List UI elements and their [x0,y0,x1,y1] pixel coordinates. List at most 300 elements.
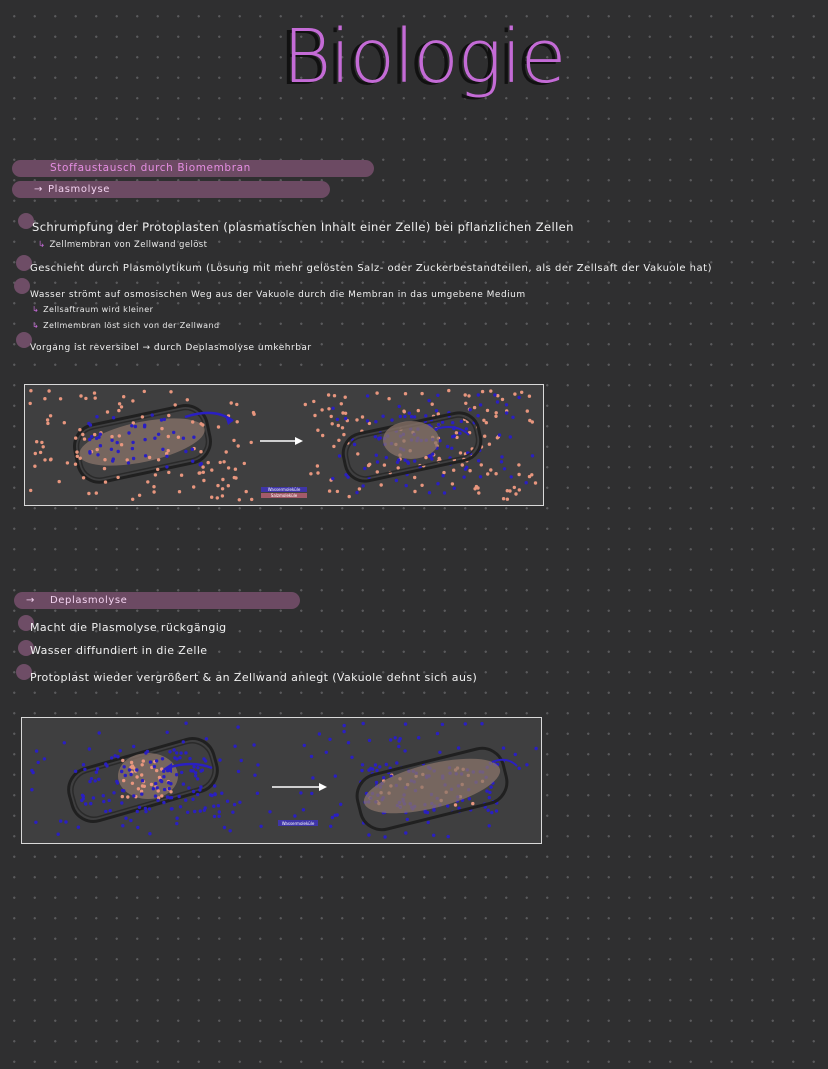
water-molecule [334,774,337,777]
salt-molecule [250,498,253,501]
salt-molecule [142,759,145,762]
salt-molecule [403,410,406,413]
water-molecule [477,459,480,462]
salt-molecule [336,490,339,493]
salt-molecule [431,403,434,406]
water-molecule [505,403,508,406]
salt-molecule [122,395,125,398]
water-molecule [182,782,185,785]
water-molecule [500,460,503,463]
salt-molecule [358,487,361,490]
water-molecule [96,453,99,456]
water-molecule [218,758,221,761]
water-molecule [43,757,46,760]
sub-line: ↳ Zellmembran löst sich von der Zellwand [32,321,220,330]
water-molecule [256,763,259,766]
water-molecule [511,416,514,419]
water-molecule [218,810,221,813]
water-molecule [443,491,446,494]
water-molecule [160,418,163,421]
water-molecule [231,811,234,814]
arrow-right-icon: → [34,184,43,195]
water-molecule [375,781,378,784]
water-molecule [406,818,409,821]
salt-molecule [454,803,457,806]
salt-molecule [120,443,123,446]
salt-molecule [250,441,253,444]
salt-molecule [221,494,224,497]
salt-molecule [121,795,124,798]
salt-molecule [480,463,483,466]
water-molecule [148,807,151,810]
water-molecule [361,763,364,766]
water-molecule [138,806,141,809]
water-molecule [131,441,134,444]
water-molecule [490,811,493,814]
water-molecule [148,832,151,835]
salt-molecule [104,480,107,483]
salt-molecule [309,472,312,475]
salt-molecule [413,490,416,493]
water-molecule [196,777,199,780]
water-molecule [121,824,124,827]
salt-molecule [331,422,334,425]
water-molecule [153,765,156,768]
water-molecule [460,420,463,423]
water-molecule [149,760,152,763]
water-molecule [331,407,334,410]
water-molecule [217,815,220,818]
salt-molecule [116,476,119,479]
water-molecule [193,810,196,813]
salt-molecule [387,397,390,400]
water-molecule [383,835,386,838]
salt-molecule [471,802,474,805]
salt-molecule [361,415,364,418]
salt-molecule [43,397,46,400]
salt-molecule [135,775,138,778]
water-molecule [338,454,341,457]
page-title: Biologie [282,14,566,100]
water-molecule [163,788,166,791]
salt-molecule [506,489,509,492]
salt-molecule [333,394,336,397]
salt-molecule [304,403,307,406]
water-molecule [464,722,467,725]
water-molecule [31,771,34,774]
salt-molecule [157,458,160,461]
water-molecule [233,745,236,748]
salt-molecule [237,444,240,447]
water-molecule [172,431,175,434]
salt-molecule [502,497,505,500]
water-molecule [136,826,139,829]
water-molecule [191,448,194,451]
water-molecule [196,793,199,796]
water-molecule [186,811,189,814]
salt-molecule [35,440,38,443]
water-molecule [302,808,305,811]
water-molecule [220,792,223,795]
water-flow-arrow-icon [435,427,469,435]
salt-molecule [169,790,172,793]
salt-molecule [93,433,96,436]
water-molecule [192,790,195,793]
water-molecule [465,427,468,430]
legend-water: Wassermoleküle [267,487,301,492]
water-molecule [268,810,271,813]
salt-molecule [252,411,255,414]
salt-molecule [368,463,371,466]
salt-molecule [155,769,158,772]
salt-molecule [227,484,230,487]
water-molecule [102,794,105,797]
water-molecule [464,468,467,471]
water-molecule [192,765,195,768]
salt-molecule [227,466,230,469]
water-molecule [525,763,528,766]
water-molecule [132,745,135,748]
salt-molecule [210,468,213,471]
water-molecule [374,763,377,766]
water-molecule [510,475,513,478]
water-molecule [189,769,192,772]
salt-molecule [216,496,219,499]
water-molecule [89,802,92,805]
water-molecule [229,829,232,832]
water-molecule [363,467,366,470]
water-molecule [84,802,87,805]
water-molecule [154,794,157,797]
salt-molecule [199,450,202,453]
salt-molecule [78,428,81,431]
salt-molecule [375,391,378,394]
salt-molecule [483,435,486,438]
salt-molecule [316,471,319,474]
salt-molecule [481,390,484,393]
salt-molecule [341,426,344,429]
water-molecule [355,491,358,494]
water-molecule [413,415,416,418]
water-molecule [381,415,384,418]
water-molecule [435,409,438,412]
water-molecule [179,751,182,754]
salt-molecule [167,471,170,474]
water-molecule [382,776,385,779]
water-molecule [331,477,334,480]
water-molecule [438,751,441,754]
water-molecule [457,746,460,749]
deplasmolyse-heading: Deplasmolyse [49,595,128,606]
water-molecule [152,787,155,790]
salt-molecule [219,461,222,464]
water-molecule [156,799,159,802]
salt-molecule [340,402,343,405]
water-molecule [95,437,98,440]
salt-molecule [330,415,333,418]
water-molecule [179,805,182,808]
salt-molecule [455,431,458,434]
water-molecule [128,768,131,771]
salt-molecule [49,458,52,461]
water-molecule [436,732,439,735]
deplasmolyse-diagram-svg [22,718,541,843]
water-molecule [184,450,187,453]
water-molecule [293,814,296,817]
water-molecule [88,438,91,441]
salt-molecule [47,389,50,392]
salt-molecule [34,452,37,455]
water-molecule [374,435,377,438]
water-molecule [120,770,123,773]
water-molecule [311,776,314,779]
water-molecule [141,779,144,782]
salt-molecule [39,451,42,454]
salt-molecule [95,491,98,494]
salt-molecule [316,464,319,467]
text-line: Geschieht durch Plasmolytikum (Lösung mit mehr gelösten Salz- oder Zuckerbestandteilen, als der Zellsaft der Vakuole hat) [30,263,712,274]
salt-molecule [517,473,520,476]
water-molecule [95,771,98,774]
water-molecule [413,459,416,462]
water-molecule [226,800,229,803]
water-molecule [177,795,180,798]
salt-molecule [106,410,109,413]
salt-molecule [486,472,489,475]
salt-molecule [180,474,183,477]
water-molecule [334,814,337,817]
water-molecule [339,803,342,806]
water-molecule [160,780,163,783]
water-molecule [104,762,107,765]
water-molecule [213,784,216,787]
legend-water: Wassermoleküle [281,821,315,826]
salt-molecule [468,469,471,472]
water-molecule [127,461,130,464]
salt-molecule [380,483,383,486]
salt-molecule [131,498,134,501]
salt-molecule [83,437,86,440]
salt-molecule [120,405,123,408]
salt-molecule [313,414,316,417]
water-molecule [157,433,160,436]
salt-molecule [74,463,77,466]
salt-molecule [528,395,531,398]
water-molecule [399,415,402,418]
water-molecule [468,797,471,800]
water-molecule [184,722,187,725]
water-molecule [376,460,379,463]
plasmolyse-diagram-svg [25,385,543,505]
water-molecule [410,415,413,418]
water-molecule [88,747,91,750]
water-molecule [299,791,302,794]
water-molecule [427,399,430,402]
salt-molecule [138,494,141,497]
salt-molecule [473,487,476,490]
water-molecule [518,767,521,770]
water-molecule [110,756,113,759]
water-molecule [170,807,173,810]
salt-molecule [530,473,533,476]
salt-molecule [121,759,124,762]
sub-line: ↳ Zellmembran von Zellwand gelöst [38,240,208,250]
water-molecule [344,473,347,476]
water-molecule [310,792,313,795]
salt-molecule [192,485,195,488]
salt-molecule [42,445,45,448]
salt-molecule [152,490,155,493]
water-molecule [509,435,512,438]
water-molecule [429,455,432,458]
water-molecule [92,796,95,799]
water-molecule [198,788,201,791]
water-molecule [122,789,125,792]
text-line: Protoplast wieder vergrößert & an Zellwand anlegt (Vakuole dehnt sich aus) [30,671,478,684]
salt-molecule [130,761,133,764]
salt-molecule [66,461,69,464]
water-molecule [404,831,407,834]
salt-molecule [327,407,330,410]
salt-molecule [76,455,79,458]
salt-molecule [531,420,534,423]
water-molecule [377,437,380,440]
salt-molecule [93,391,96,394]
water-molecule [98,731,101,734]
water-molecule [437,423,440,426]
salt-molecule [342,433,345,436]
water-molecule [395,761,398,764]
salt-molecule [517,463,520,466]
water-molecule [488,824,491,827]
text-line: Wasser diffundiert in die Zelle [30,644,208,657]
water-molecule [362,722,365,725]
water-molecule [487,809,490,812]
water-molecule [493,393,496,396]
salt-molecule [234,468,237,471]
water-molecule [371,767,374,770]
salt-molecule [233,476,236,479]
water-molecule [238,801,241,804]
plasmolyse-diagram [24,384,544,506]
salt-molecule [82,476,85,479]
water-molecule [99,444,102,447]
water-molecule [134,425,137,428]
salt-molecule [33,465,36,468]
water-molecule [405,484,408,487]
water-molecule [517,396,520,399]
salt-molecule [132,421,135,424]
water-molecule [205,737,208,740]
salt-molecule [376,470,379,473]
salt-molecule [344,396,347,399]
salt-molecule [174,403,177,406]
water-molecule [112,457,115,460]
water-molecule [175,757,178,760]
water-molecule [253,774,256,777]
water-molecule [166,731,169,734]
salt-molecule [337,424,340,427]
water-molecule [325,751,328,754]
text-line: Macht die Plasmolyse rückgängig [30,621,227,634]
salt-molecule [146,480,149,483]
water-molecule [199,809,202,812]
salt-molecule [486,409,489,412]
water-molecule [161,757,164,760]
water-molecule [97,778,100,781]
water-molecule [403,459,406,462]
water-molecule [476,414,479,417]
salt-molecule [141,763,144,766]
salt-molecule [238,498,241,501]
salt-molecule [243,462,246,465]
salt-molecule [489,468,492,471]
water-molecule [57,833,60,836]
water-molecule [127,431,130,434]
salt-molecule [397,466,400,469]
salt-molecule [79,394,82,397]
salt-molecule [236,420,239,423]
salt-molecule [420,484,423,487]
water-molecule [368,739,371,742]
salt-molecule [488,443,491,446]
salt-molecule [118,434,121,437]
water-molecule [117,450,120,453]
salt-molecule [154,473,157,476]
salt-molecule [118,402,121,405]
legend-salt: Salzmoleküle [270,493,298,498]
water-molecule [525,481,528,484]
water-molecule [108,799,111,802]
vacuole-right [383,421,439,459]
water-molecule [453,487,456,490]
water-molecule [37,761,40,764]
salt-molecule [167,414,170,417]
water-molecule [131,447,134,450]
salt-molecule [459,451,462,454]
salt-molecule [49,414,52,417]
water-molecule [155,759,158,762]
water-molecule [175,822,178,825]
salt-molecule [321,434,324,437]
salt-molecule [496,394,499,397]
salt-molecule [328,489,331,492]
deplasmolyse-pill [14,592,300,609]
water-molecule [500,455,503,458]
salt-molecule [29,402,32,405]
water-molecule [397,458,400,461]
water-molecule [99,433,102,436]
water-molecule [498,433,501,436]
salt-molecule [477,491,480,494]
water-molecule [30,788,33,791]
water-molecule [175,751,178,754]
water-molecule [102,800,105,803]
salt-molecule [81,433,84,436]
water-molecule [424,810,427,813]
salt-molecule [245,490,248,493]
salt-molecule [198,471,201,474]
water-molecule [162,801,165,804]
salt-molecule [160,427,163,430]
salt-molecule [126,458,129,461]
water-molecule [88,450,91,453]
water-molecule [90,777,93,780]
plasmolyse-heading: Plasmolyse [47,184,111,195]
water-molecule [199,463,202,466]
salt-molecule [131,399,134,402]
water-molecule [259,825,262,828]
